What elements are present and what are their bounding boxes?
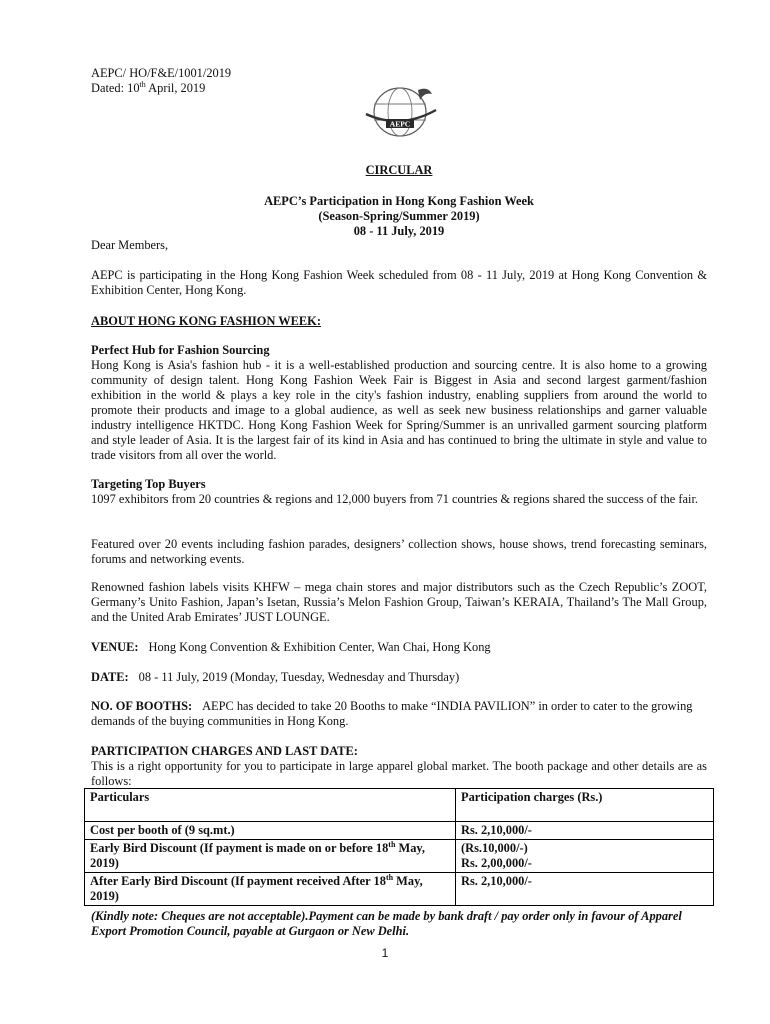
table-row [85, 873, 714, 906]
dated-line: Dated: 10th April, 2019 [91, 79, 206, 95]
charges-heading: PARTICIPATION CHARGES AND LAST DATE: [91, 744, 358, 758]
page-number: 1 [381, 946, 389, 960]
charges-table [84, 788, 714, 906]
labels-paragraph: Renowned fashion labels visits KHFW – mega chain stores and major distributors such as the Czech Republic’s ZOOT, Germany’s Unito Fashion, Japan’s Isetan, Russia’s Melon Fashion Group, Taiwan’s KERAIA, Thailand’s The Mall Group, and the United Arab Emirates’ JUST LOUNGE. [91, 580, 707, 624]
venue-line: VENUE: Hong Kong Convention & Exhibition Center, Wan Chai, Hong Kong [91, 640, 491, 654]
logo-text: AEPC [389, 119, 411, 129]
booths-paragraph: NO. OF BOOTHS: AEPC has decided to take 20 Booths to make “INDIA PAVILION” in order to cater to the growing demands of the buying communities in Hong Kong. [91, 699, 693, 728]
reference-number: AEPC/ HO/F&E/1001/2019 [91, 66, 232, 80]
hub-paragraph: Hong Kong is Asia's fashion hub - it is a well-established production and sourcing centre. It is also home to a growing community of design talent. Hong Kong Fashion Week Fair is Biggest in Asia and second largest garment/fashion exhibition in the world & plays a key role in the city's fashion industry, enabling suppliers from around the world to promote their products and image to a global audience, as well as seek new business relationships and garner valuable industry intelligence HKTDC. Hong Kong Fashion Week for Spring/Summer is an unrivalled garment sourcing platform and style leader of Asia. It is the largest fair of its kind in Asia and has continued to bring the ultimate in style and value to trade visitors from all over the world. [91, 358, 707, 462]
intro-paragraph: AEPC is participating in the Hong Kong Fashion Week scheduled from 08 - 11 July, 2019 at Hong Kong Convention & Exhibition Center, Hong Kong. [91, 268, 707, 297]
row-cost-label: Cost per booth of (9 sq.mt.) [85, 822, 456, 840]
row-after-early-bird-label: After Early Bird Discount (If payment received After 18th May, 2019) [85, 873, 456, 906]
table-header-charges: Participation charges (Rs.) [456, 789, 714, 822]
aepc-logo [360, 84, 442, 140]
row-early-bird-value: (Rs.10,000/-) Rs. 2,00,000/- [456, 840, 714, 873]
payment-note: (Kindly note: Cheques are not acceptable).Payment can be made by bank draft / pay order only in favour of Apparel Export Promotion Council, payable at Gurgaon or New Delhi. [91, 909, 682, 938]
row-after-early-bird-value: Rs. 2,10,000/- [456, 873, 714, 906]
subject-line-1: AEPC’s Participation in Hong Kong Fashion Week [264, 194, 534, 208]
events-paragraph: Featured over 20 events including fashion parades, designers’ collection shows, house shows, trend forecasting seminars, forums and networking events. [91, 537, 707, 566]
buyers-heading: Targeting Top Buyers [91, 477, 206, 491]
row-early-bird-label: Early Bird Discount (If payment is made on or before 18th May, 2019) [85, 840, 456, 873]
subject-line-2: (Season-Spring/Summer 2019) [318, 209, 480, 223]
date-line: DATE: 08 - 11 July, 2019 (Monday, Tuesday, Wednesday and Thursday) [91, 670, 460, 684]
charges-intro: This is a right opportunity for you to participate in large apparel global market. The booth package and other details are as follows: [91, 759, 707, 788]
table-row [85, 822, 714, 840]
table-header-particulars: Particulars [85, 789, 456, 822]
hub-heading: Perfect Hub for Fashion Sourcing [91, 343, 270, 357]
subject-line-3: 08 - 11 July, 2019 [353, 224, 445, 238]
table-header-row [85, 789, 714, 822]
circular-title: CIRCULAR [365, 163, 433, 177]
row-cost-value: Rs. 2,10,000/- [456, 822, 714, 840]
about-heading: ABOUT HONG KONG FASHION WEEK: [91, 314, 321, 328]
table-row [85, 840, 714, 873]
buyers-paragraph: 1097 exhibitors from 20 countries & regions and 12,000 buyers from 71 countries & regions shared the success of the fair. [91, 492, 699, 506]
salutation: Dear Members, [91, 238, 169, 252]
